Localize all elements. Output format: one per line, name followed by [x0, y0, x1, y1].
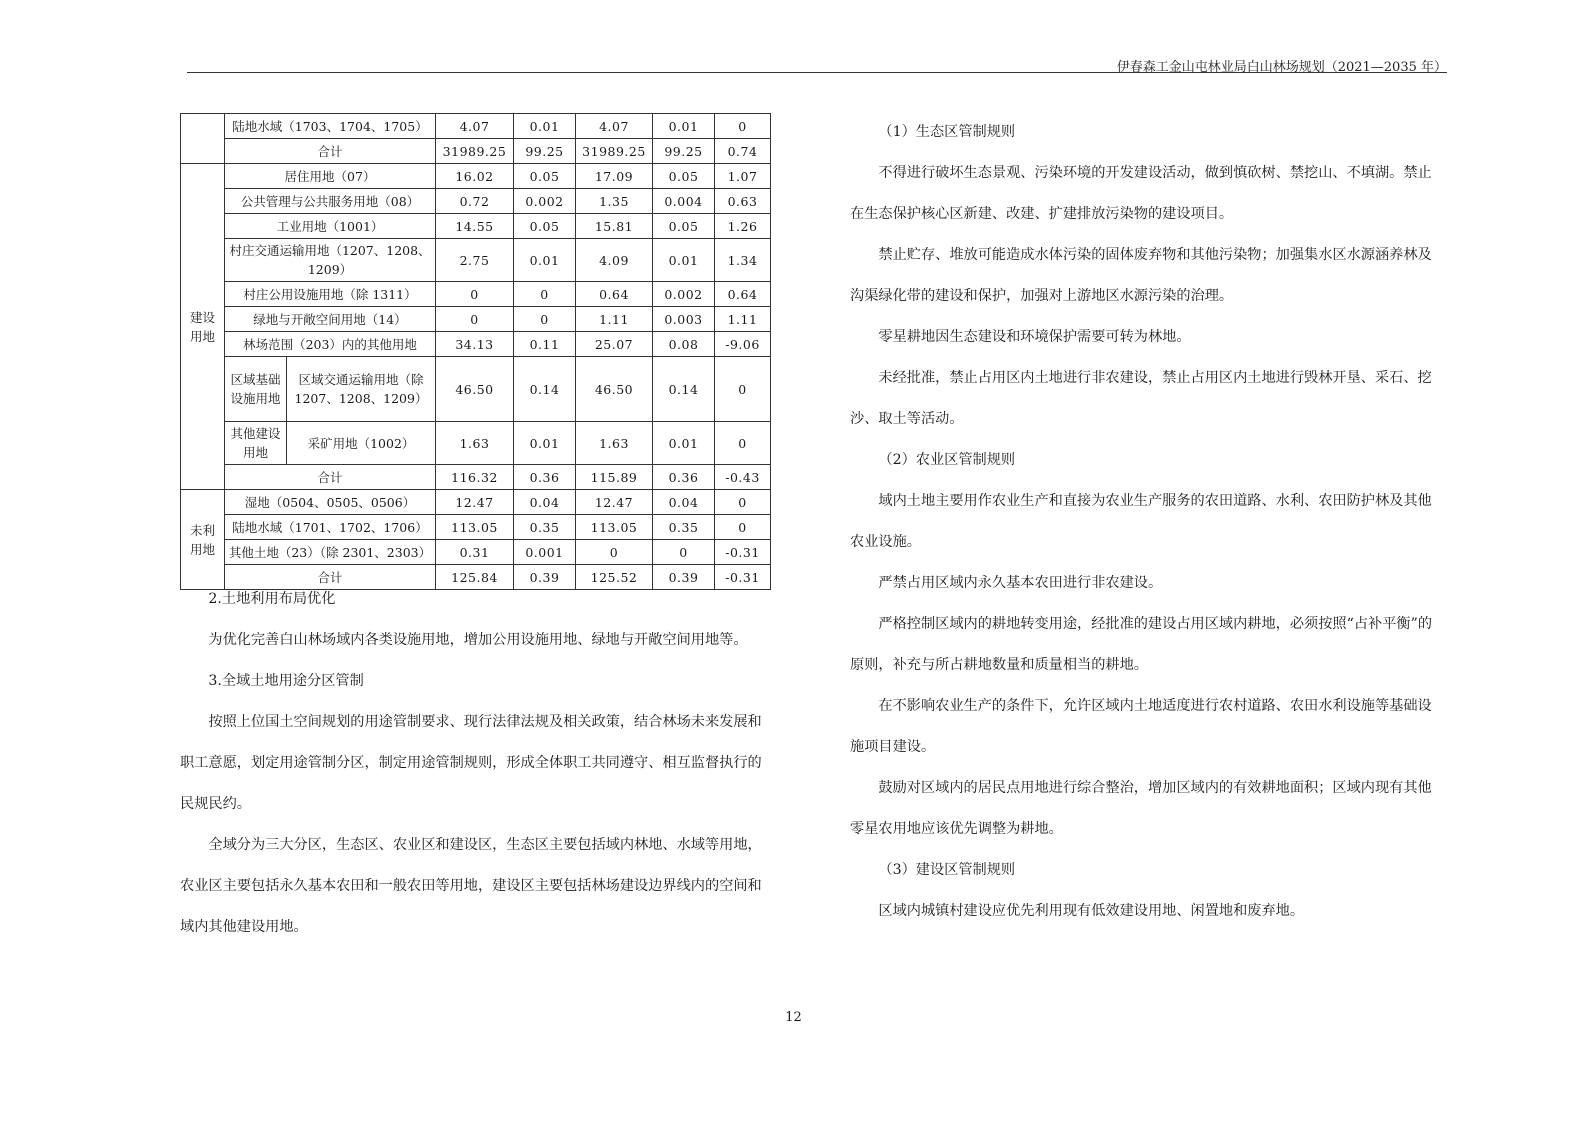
- table-row: [181, 357, 771, 422]
- row-name: 村庄交通运输用地（1207、1208、1209）: [225, 239, 436, 282]
- value-cell: 1.63: [576, 422, 653, 465]
- value-cell: -9.06: [715, 332, 771, 357]
- value-cell: 1.35: [576, 189, 653, 214]
- table-row: [181, 164, 771, 189]
- row-name: 合计: [225, 465, 436, 490]
- value-cell: 0.39: [514, 565, 576, 590]
- table-row: [181, 465, 771, 490]
- value-cell: 0.05: [514, 164, 576, 189]
- value-cell: 113.05: [436, 515, 514, 540]
- value-cell: 0.36: [514, 465, 576, 490]
- value-cell: 0.05: [653, 164, 715, 189]
- row-name: 公共管理与公共服务用地（08）: [225, 189, 436, 214]
- value-cell: 0.01: [653, 114, 715, 139]
- table-row: [181, 189, 771, 214]
- paragraph: 鼓励对区域内的居民点用地进行综合整治，增加区域内的有效耕地面积；区域内现有其他零星农用地应该优先调整为耕地。: [850, 780, 1432, 837]
- table-row: [181, 282, 771, 307]
- section-heading: （3）建设区管制规则: [878, 862, 1016, 878]
- value-cell: 99.25: [653, 139, 715, 164]
- value-cell: 0.63: [715, 189, 771, 214]
- value-cell: 1.07: [715, 164, 771, 189]
- table-row: [181, 307, 771, 332]
- row-name: 区域交通运输用地（除 1207、1208、1209）: [287, 357, 436, 422]
- section-heading: （2）农业区管制规则: [878, 452, 1016, 468]
- value-cell: 0: [715, 422, 771, 465]
- value-cell: 0: [715, 357, 771, 422]
- value-cell: 0: [653, 540, 715, 565]
- right-column-text: [850, 112, 1440, 932]
- value-cell: 0.35: [653, 515, 715, 540]
- row-name: 合计: [225, 139, 436, 164]
- value-cell: 4.07: [576, 114, 653, 139]
- row-name: 居住用地（07）: [225, 164, 436, 189]
- value-cell: 12.47: [436, 490, 514, 515]
- value-cell: -0.43: [715, 465, 771, 490]
- value-cell: 0.72: [436, 189, 514, 214]
- value-cell: 0.003: [653, 307, 715, 332]
- value-cell: 0.002: [514, 189, 576, 214]
- value-cell: 1.34: [715, 239, 771, 282]
- value-cell: 116.32: [436, 465, 514, 490]
- value-cell: 113.05: [576, 515, 653, 540]
- row-name: 绿地与开敞空间用地（14）: [225, 307, 436, 332]
- value-cell: 0.11: [514, 332, 576, 357]
- paragraph: 按照上位国土空间规划的用途管制要求、现行法律法规及相关政策，结合林场未来发展和职工意愿，划定用途管制分区，制定用途管制规则，形成全体职工共同遵守、相互监督执行的民规民约。: [180, 714, 762, 812]
- left-column-text: [180, 579, 770, 948]
- value-cell: 12.47: [576, 490, 653, 515]
- paragraph: 禁止贮存、堆放可能造成水体污染的固体废弃物和其他污染物；加强集水区水源涵养林及沟渠绿化带的建设和保护，加强对上游地区水源污染的治理。: [850, 247, 1432, 304]
- value-cell: 0.01: [653, 422, 715, 465]
- value-cell: 15.81: [576, 214, 653, 239]
- paragraph: 为优化完善白山林场域内各类设施用地，增加公用设施用地、绿地与开敞空间用地等。: [208, 632, 748, 648]
- value-cell: 0.05: [653, 214, 715, 239]
- value-cell: 1.63: [436, 422, 514, 465]
- value-cell: 1.26: [715, 214, 771, 239]
- row-name: 村庄公用设施用地（除 1311）: [225, 282, 436, 307]
- value-cell: 0.04: [514, 490, 576, 515]
- category-cell-construction: 建设 用地: [181, 164, 225, 490]
- sub-category-cell: 区域基础设施用地: [225, 357, 287, 422]
- value-cell: 0.004: [653, 189, 715, 214]
- value-cell: 0.04: [653, 490, 715, 515]
- value-cell: 0.74: [715, 139, 771, 164]
- row-name: 湿地（0504、0505、0506）: [225, 490, 436, 515]
- value-cell: 0: [715, 515, 771, 540]
- value-cell: 0: [514, 307, 576, 332]
- paragraph: 在不影响农业生产的条件下，允许区域内土地适度进行农村道路、农田水利设施等基础设施项目建设。: [850, 698, 1432, 755]
- value-cell: 115.89: [576, 465, 653, 490]
- page-number: 12: [785, 1010, 802, 1025]
- value-cell: 46.50: [576, 357, 653, 422]
- value-cell: 0.14: [653, 357, 715, 422]
- value-cell: 14.55: [436, 214, 514, 239]
- section-heading: 2.土地利用布局优化: [208, 591, 336, 607]
- value-cell: 0.05: [514, 214, 576, 239]
- row-name: 陆地水域（1701、1702、1706）: [225, 515, 436, 540]
- row-name: 工业用地（1001）: [225, 214, 436, 239]
- sub-category-cell: 其他建设用地: [225, 422, 287, 465]
- value-cell: 125.84: [436, 565, 514, 590]
- paragraph: 全域分为三大分区，生态区、农业区和建设区，生态区主要包括域内林地、水域等用地，农业区主要包括永久基本农田和一般农田等用地，建设区主要包括林场建设边界线内的空间和域内其他建设用地。: [180, 837, 762, 935]
- value-cell: 0.01: [514, 239, 576, 282]
- table-row: [181, 214, 771, 239]
- value-cell: 99.25: [514, 139, 576, 164]
- table-row: [181, 515, 771, 540]
- value-cell: 0.35: [514, 515, 576, 540]
- value-cell: 1.11: [576, 307, 653, 332]
- paragraph: 域内土地主要用作农业生产和直接为农业生产服务的农田道路、水利、农田防护林及其他农业设施。: [850, 493, 1432, 550]
- table-row: [181, 490, 771, 515]
- value-cell: 0.002: [653, 282, 715, 307]
- value-cell: 4.09: [576, 239, 653, 282]
- value-cell: -0.31: [715, 540, 771, 565]
- value-cell: 0.08: [653, 332, 715, 357]
- value-cell: 17.09: [576, 164, 653, 189]
- paragraph: 区域内城镇村建设应优先利用现有低效建设用地、闲置地和废弃地。: [878, 903, 1305, 919]
- value-cell: 16.02: [436, 164, 514, 189]
- value-cell: 0: [514, 282, 576, 307]
- value-cell: 0.36: [653, 465, 715, 490]
- paragraph: 严格控制区域内的耕地转变用途，经批准的建设占用区域内耕地，必须按照“占补平衡”的原则，补充与所占耕地数量和质量相当的耕地。: [850, 616, 1433, 673]
- paragraph: 未经批准，禁止占用区内土地进行非农建设，禁止占用区内土地进行毁林开垦、采石、挖沙、取土等活动。: [850, 370, 1432, 427]
- value-cell: 31989.25: [576, 139, 653, 164]
- value-cell: 25.07: [576, 332, 653, 357]
- value-cell: 0.01: [514, 114, 576, 139]
- section-heading: 3.全域土地用途分区管制: [208, 673, 364, 689]
- table-row: [181, 139, 771, 164]
- category-cell-prev: [181, 114, 225, 164]
- value-cell: 1.11: [715, 307, 771, 332]
- land-use-table: [180, 113, 771, 590]
- value-cell: 0: [715, 114, 771, 139]
- value-cell: 125.52: [576, 565, 653, 590]
- value-cell: 0.01: [514, 422, 576, 465]
- row-name: 其他土地（23）（除 2301、2303）: [225, 540, 436, 565]
- value-cell: 0: [715, 490, 771, 515]
- row-name: 合计: [225, 565, 436, 590]
- table-row: [181, 239, 771, 282]
- value-cell: 0.64: [576, 282, 653, 307]
- value-cell: 2.75: [436, 239, 514, 282]
- category-cell-unused: 未利 用地: [181, 490, 225, 590]
- value-cell: 0.14: [514, 357, 576, 422]
- value-cell: 0.001: [514, 540, 576, 565]
- value-cell: 0.39: [653, 565, 715, 590]
- value-cell: 34.13: [436, 332, 514, 357]
- header-title: 伊春森工金山屯林业局白山林场规划（2021—2035 年）: [1116, 60, 1447, 75]
- value-cell: 46.50: [436, 357, 514, 422]
- value-cell: 4.07: [436, 114, 514, 139]
- value-cell: 0: [436, 307, 514, 332]
- section-heading: （1）生态区管制规则: [878, 124, 1016, 140]
- value-cell: 0.64: [715, 282, 771, 307]
- value-cell: -0.31: [715, 565, 771, 590]
- header-rule: [187, 72, 1447, 73]
- table-row: [181, 422, 771, 465]
- row-name: 采矿用地（1002）: [287, 422, 436, 465]
- value-cell: 0: [436, 282, 514, 307]
- paragraph: 不得进行破坏生态景观、污染环境的开发建设活动，做到慎砍树、禁挖山、不填湖。禁止在生态保护核心区新建、改建、扩建排放污染物的建设项目。: [850, 165, 1432, 222]
- value-cell: 31989.25: [436, 139, 514, 164]
- row-name: 林场范围（203）内的其他用地: [225, 332, 436, 357]
- value-cell: 0.01: [653, 239, 715, 282]
- paragraph: 严禁占用区域内永久基本农田进行非农建设。: [878, 575, 1163, 591]
- table-row: [181, 540, 771, 565]
- table-row: [181, 114, 771, 139]
- table-row: [181, 332, 771, 357]
- paragraph: 零星耕地因生态建设和环境保护需要可转为林地。: [878, 329, 1191, 345]
- row-name: 陆地水域（1703、1704、1705）: [225, 114, 436, 139]
- value-cell: 0: [576, 540, 653, 565]
- value-cell: 0.31: [436, 540, 514, 565]
